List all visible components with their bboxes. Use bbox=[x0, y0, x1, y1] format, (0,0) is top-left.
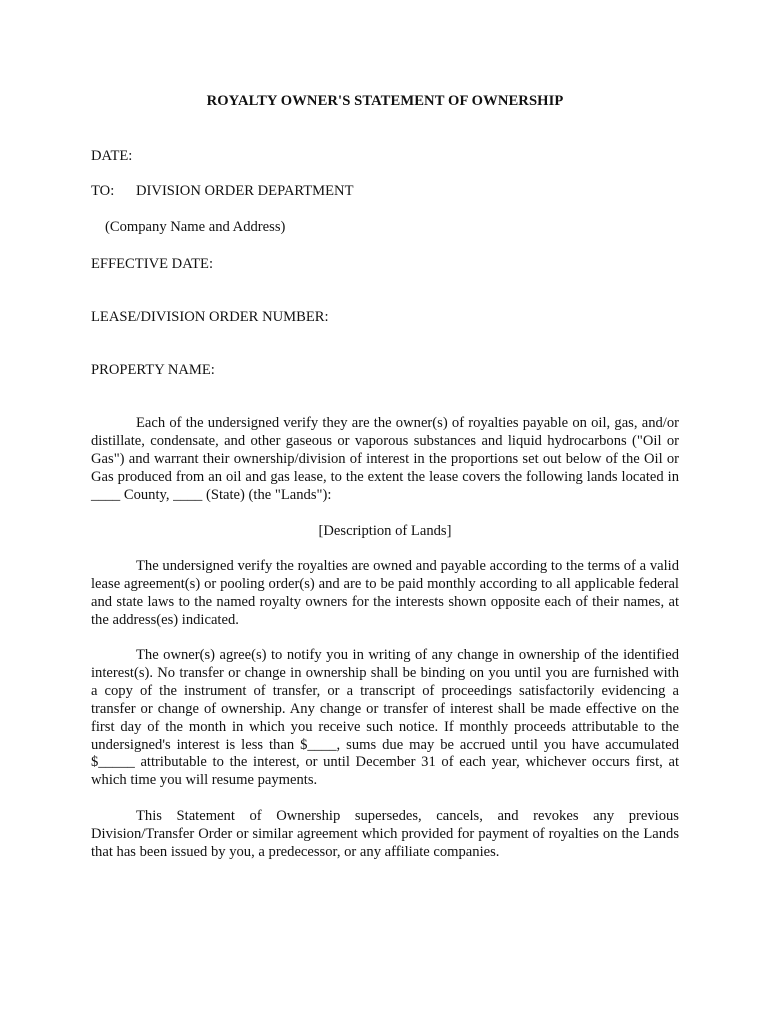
to-value: DIVISION ORDER DEPARTMENT bbox=[136, 183, 354, 199]
paragraph-ownership-verification: Each of the undersigned verify they are the owner(s) of royalties payable on oil, gas, and/or distillate, condensate, and other gaseous or vaporous substances and liquid hydrocarbons ("Oil or Gas") and warrant their ownership/division of interest in the proportions set out below of the Oil or Gas produced from an oil and gas lease, to the extent the lease covers the following lands located in ____ County, ____ (State) (the "Lands"): bbox=[91, 415, 679, 503]
document-title: ROYALTY OWNER'S STATEMENT OF OWNERSHIP bbox=[206, 93, 564, 109]
lease-number-label: LEASE/DIVISION ORDER NUMBER: bbox=[91, 309, 329, 325]
effective-date-label: EFFECTIVE DATE: bbox=[91, 256, 214, 272]
company-name-hint: (Company Name and Address) bbox=[105, 219, 286, 235]
to-label: TO: bbox=[91, 183, 115, 199]
lands-description-placeholder: [Description of Lands] bbox=[318, 523, 452, 539]
paragraph-change-notification: The owner(s) agree(s) to notify you in writing of any change in ownership of the identified interest(s). No transfer or change in ownership shall be binding on you until you are furnished with a copy of the instrument of transfer, or a transcript of proceedings satisfactorily evidencing a transfer or change of ownership. Any change or transfer of interest shall be made effective on the first day of the month in which you receive such notice. If monthly proceeds attributable to the undersigned's interest is less than $____, sums due may be accrued until you have accumulated $_____ attributable to the interest, or until December 31 of each year, whichever occurs first, at which time you will resume payments. bbox=[91, 647, 679, 789]
property-name-label: PROPERTY NAME: bbox=[91, 362, 215, 378]
date-label: DATE: bbox=[91, 148, 133, 164]
paragraph-supersedes: This Statement of Ownership supersedes, cancels, and revokes any previous Division/Transfer Order or similar agreement which provided for payment of royalties on the Lands that has been issued by you, a predecessor, or any affiliate companies. bbox=[91, 808, 679, 860]
paragraph-royalties-owned: The undersigned verify the royalties are owned and payable according to the terms of a valid lease agreement(s) or pooling order(s) and are to be paid monthly according to all applicable federal and state laws to the named royalty owners for the interests shown opposite each of their names, at the address(es) indicated. bbox=[91, 558, 679, 628]
